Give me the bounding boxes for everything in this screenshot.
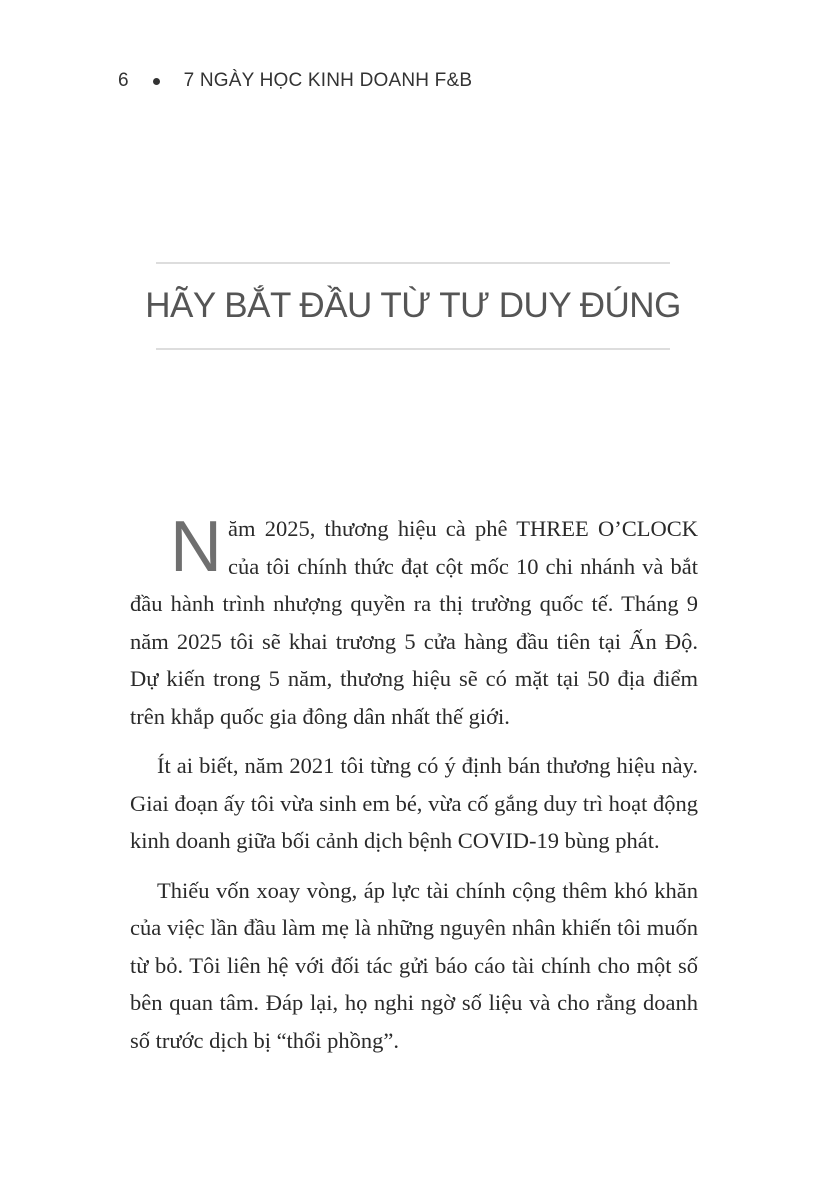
running-header <box>118 70 472 92</box>
paragraph-1-text: ăm 2025, thương hiệu cà phê THREE O’CLOCK của tôi chính thức đạt cột mốc 10 chi nhánh và bắt đầu hành trình nhượng quyền ra thị trường quốc tế. Tháng 9 năm 2025 tôi sẽ khai trương 5 cửa hàng đầu tiên tại Ấn Độ. Dự kiến trong 5 năm, thương hiệu sẽ có mặt tại 50 địa điểm trên khắp quốc gia đông dân nhất thế giới. <box>130 516 698 729</box>
paragraph-2: Ít ai biết, năm 2021 tôi từng có ý định bán thương hiệu này. Giai đoạn ấy tôi vừa sinh em bé, vừa cố gắng duy trì hoạt động kinh doanh giữa bối cảnh dịch bệnh COVID-19 bùng phát. <box>130 753 698 853</box>
book-title: 7 NGÀY HỌC KINH DOANH F&B <box>183 70 473 91</box>
bullet-separator <box>153 78 160 85</box>
paragraph-3: Thiếu vốn xoay vòng, áp lực tài chính cộng thêm khó khăn của việc lần đầu làm mẹ là những nguyên nhân khiến tôi muốn từ bỏ. Tôi liên hệ với đối tác gửi báo cáo tài chính cho một số bên quan tâm. Đáp lại, họ nghi ngờ số liệu và cho rằng doanh số trước dịch bị “thổi phồng”. <box>130 877 698 1053</box>
paragraph-1 <box>130 507 698 735</box>
drop-cap: N <box>170 507 222 587</box>
chapter-title-box <box>145 262 681 350</box>
page-number: 6 <box>118 70 129 91</box>
chapter-title: HÃY BẮT ĐẦU TỪ TƯ DUY ĐÚNG <box>145 286 681 325</box>
body-text <box>130 507 698 1071</box>
